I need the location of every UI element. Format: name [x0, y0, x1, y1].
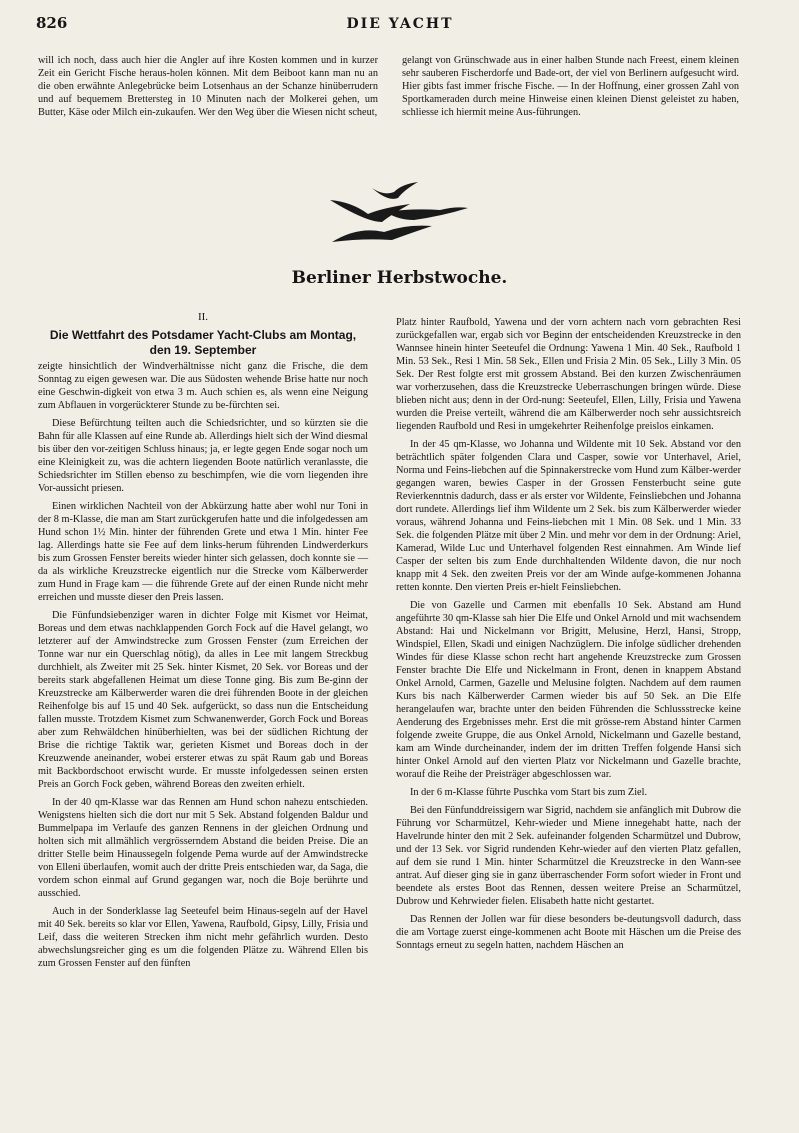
paragraph: Bei den Fünfunddreissigern war Sigrid, nachdem sie anfänglich mit Dubrow die Führung vor Scharmützel, Kehr-wieder und Miene innegehabt hatte, nach der Havelrunde hinter den mit 2 Sek. aufeinander folgenden Scharmützel und Dubrow, und der 13 Sek. vor Sigrid rundenden Kehr-wieder auf den vierten Platz gefallen, auf dem sie rund 1 Min. hinter Scharmützel die Kreuzstrecke in den Wann-see antrat. Auf dieser ging sie in ganz überraschender Form sofort wieder in Front und beendete als erstes Boot das Rennen, dessen weitere Preise an Scharmützel, Dubrow und Kehrwieder fielen. Elisabeth hatte nicht gestartet.	[396, 805, 741, 907]
previous-article-text-left: will ich noch, dass auch hier die Angler auf ihre Kosten kommen und in kurzer Zeit ein Gericht Fische heraus-holen können. Mit dem Beiboot kann man nu an die oben erwähnte Anlegebrücke beim Lotsenhaus an der Schanze hinüberrudern und auf bequemem Brettersteg in 10 Minuten nach der Molkerei gehen, um Butter, Käse oder Milch ein-zukaufen. Wer den Weg über die Wiesen nicht scheut,	[38, 55, 378, 118]
gull-bottom	[332, 226, 432, 242]
paragraph: Auch in der Sonderklasse lag Seeteufel beim Hinaus-segeln auf der Havel mit 40 Sek. bereits so klar vor Ellen, Yawena, Raufbold, Gipsy, Lilly, Frisia und Leif, dass die weiteren Strecken ihm nicht mehr gefährlich wurden. Desto abwechslungsreicher ging es um die folgenden Plätze zu. Während Ellen bis zum Grossen Fenster auf den fünften	[38, 906, 368, 969]
paragraph: In der 40 qm-Klasse war das Rennen am Hund schon nahezu entschieden. Wenigstens hielten sich die dort nur mit 5 Sek. Abstand folgenden Baldur und Bummelpapa im Verlaufe des ganzen Rennens in der gleichen Ordnung und holten sich mit allmählich vergrösserndem Abstand die beiden Preise. Die an dritter Stelle beim Hinaussegeln folgende Pema wurde auf der Amwindstrecke von Elleni überlaufen, womit auch der dritte Preis entschieden war, da Saga, die vordem schon einmal auf Grund gegangen war, noch die Boje berührte und ausschied.	[38, 797, 368, 899]
paragraph: In der 6 m-Klasse führte Puschka vom Start bis zum Ziel.	[410, 787, 648, 798]
article-left-column	[38, 360, 368, 970]
paragraph: In der 45 qm-Klasse, wo Johanna und Wildente mit 10 Sek. Abstand vor den beträchtlich später folgenden Clara und Casper, sowie vor Unterhavel, Ariel, Norma und Feins-liebchen auf die Spinnakerstrecke vom Hund zum Kälber-werder gegangen waren, bewies Casper in der Grossen Fensterbucht seine gute Revierkenntnis dadurch, dass er als erster vor Wildente, Feinsliebchen und Johanna dort rundete. Allerdings lief ihm Wildente um 2 Sek. bis zum Kälberwerder wieder voraus, während Johanna und Feins-liebchen mit 1 Min. 08 Sek. und 1 Min. 33 Sek. die folgenden Plätze mit über 2 Min. und mehr vor dem in der Ordnung: Ariel, Kamerad, Wilde Luc und Unterhavel folgenden Rest einnahmen. Am Winde lief Casper der selten bis zum Ende durchhaltenden Wildente davon, die nur noch knapp mit 4 Sek. den zweiten Preis vor der am Winde aufge-kommenen Johanna retten konnte. Den vierten Preis er-hielt Feinsliebchen.	[396, 439, 741, 593]
article-part-number: II.	[197, 311, 209, 323]
paragraph: Das Rennen der Jollen war für diese besonders be-deutungsvoll dadurch, dass die am Vortage zuerst einge-kommenen acht Boote mit Häschen um die Preise des Sonntags erneut zu segeln hatten, nachdem Häschen an	[396, 914, 741, 951]
previous-article-left-column	[38, 54, 378, 119]
paragraph: zeigte hinsichtlich der Windverhältnisse nicht ganz die Frische, die dem Sonntag zu eigen gewesen war. Die aus Südosten wehende Brise hatte nur noch eine Geschwin-digkeit von etwa 3 m. Auch schien es, als wenn eine Neigung zum Abflauen in vorgerückterer Stunde zu be-fürchten sei.	[38, 361, 368, 411]
running-head: DIE YACHT	[346, 16, 454, 32]
paragraph: Die Fünfundsiebenziger waren in dichter Folge mit Kismet vor Heimat, Boreas und dem etwas nachklappenden Gorch Fock auf die Havel gelangt, wo letzterer auf der Amwindstrecke zum Grossen Fenster (zum Erreichen der Tonne war nur ein Querschlag nötig), da alles in Lee mit langem Streckbug durchhielt, als Zweiter mit 25 Sek. hinter Kismet, 20 Sek. vor Boreas und der bereits stark abgefallenen Heimat um diese Tonne ging. Bis zum Be-ginn der Kreuzstrecke am Kälberwerder waren die drei führenden Boote in der gleichen Reihenfolge bis auf 15 und 40 Sek. aufgerückt, so dass nun die Entscheidung fallen musste. Trotzdem Kismet zum Schwanenwerder, Gorch Fock und Boreas aber zum Rehwäldchen hinüberhielten, was bei der südlichen Richtung der Brise die richtige Taktik war, gerieten Kismet und Boreas doch in der Kreuzwende aneinander, wobei ersterer etwas zu spät Raum gab und Boreas mit Backbordschoot erwischt wurde. Er musste infolgedessen seinen ersten Preis an Gorch Fock geben, während Boreas den zweiten erhielt.	[38, 610, 368, 790]
seagulls-vignette	[322, 178, 472, 248]
paragraph: Einen wirklichen Nachteil von der Abkürzung hatte aber wohl nur Toni in der 8 m-Klasse, die man am Start zurückgerufen hatte und die infolgedessen am Hund schon 1½ Min. hinter der führenden Grete und etwa 1 Min. hinter Fee lag. Allerdings hatte sie Fee auf dem links-herum führenden Lindwerderkurs bis zum Grossen Fenster bereits wieder hinter sich gelassen, doch konnte sie — da als wirkliche Kreuzstrecke eigentlich nur die Strecke vom Kälberwerder zum Hund in Frage kam — die führende Grete auf der einen Runde nicht mehr erreichen und musste dieser den Preis lassen.	[38, 501, 368, 603]
paragraph: Diese Befürchtung teilten auch die Schiedsrichter, und so kürzten sie die Bahn für alle Klassen auf eine Runde ab. Allerdings hielt sich der Wind diesmal bis über den vor-zeitigen Schluss hinaus; ja, er legte gegen Ende sogar noch um eine Kleinigkeit zu, was die achtern liegenden Boote natürlich veranlasste, die Schiedsrichter im Stillen ebenso zu beschimpfen, wie die vorn liegenden ihre Vor-aussicht priesen.	[38, 418, 368, 494]
previous-article-text-right: gelangt von Grünschwade aus in einer halben Stunde nach Freest, einem kleinen sehr sauberen Fischerdorfe und Bade-ort, der viel von Berlinern aufgesucht wird. Hier gibts fast immer frische Fische. — In der Hoffnung, einer grossen Zahl von Sportkameraden durch meine Hinweise einen kleinen Dienst geleistet zu haben, schliesse ich hiermit meine Aus-führungen.	[402, 55, 739, 118]
paragraph: Platz hinter Raufbold, Yawena und der vorn achtern nach vorn gebrachten Resi zurückgefallen war, ergab sich vor Beginn der entscheidenden Kreuzstrecke in den Wannsee hinein hinter Seeteufel die Ordnung: Yawena 1 Min. 40 Sek., Raufbold 1 Min. 53 Sek., Resi 1 Min. 58 Sek., Ellen und Frisia 2 Min. 05 Sek., Lilly 3 Min. 05 Sek. Der Rest folgte erst mit grossem Abstand. Bei den kurzen Zwischenräumen war vorherzusehen, dass die Kreuzstrecke Ueberraschungen bringen würde. Diese blieben nicht aus; denn in der Ord-nung: Seeteufel, Ellen, Lilly, Frisia und Yawena wurden die Preise verteilt, während die am Kälberwerder noch sehr aussichtsreich liegenden Raufbold und Resi in umgekehrter Reihenfolge preislos einkamen.	[396, 317, 741, 432]
paragraph: Die von Gazelle und Carmen mit ebenfalls 10 Sek. Abstand am Hund angeführte 30 qm-Klasse sah hier Die Elfe und Onkel Arnold und mit wachsendem Abstand: Hai und Nickelmann vor Brigitt, Melusine, Herzl, Hansi, Stropp, Windspiel, Ellen, Skadi und einigen Nachzüglern. Die infolge südlicher drehenden Windes für diese Klasse schon recht hart angehende Kreuzstrecke zum Grossen Fenster brachte Die Elfe und Nickelmann in Front, denen in knappem Abstand Onkel Arnold, Carmen, Gazelle und Melusine folgten. Nachdem auf dem raumen Kurs bis nach Kälberwerder Carmen wieder bis auf 50 Sek. an Die Elfe herangelaufen war, brachte unter den beiden Führenden die Schlussstrecke keine Aenderung des Ergebnisses mehr. Erst die mit grösse-rem Abstand hinter Carmen folgende zweite Gruppe, die aus Onkel Arnold, Nickelmann und Gazelle bestand, kam am Winde durcheinander, indem der im dritten Treffen folgende Hansi sich hinter Onkel Arnold auf den vierten Platz vor Nickelmann und Gazelle brachte, worauf die Reihe der Preisträger abgeschlossen war.	[396, 600, 741, 780]
article-subheading: Die Wettfahrt des Potsdamer Yacht-Clubs am Montag, den 19. September	[49, 328, 357, 357]
gull-top	[372, 182, 418, 199]
article-right-column	[396, 316, 741, 952]
previous-article-right-column	[402, 54, 739, 119]
page-header	[30, 14, 770, 36]
page-number: 826	[36, 14, 68, 32]
article-title: Berliner Herbstwoche.	[291, 268, 508, 288]
